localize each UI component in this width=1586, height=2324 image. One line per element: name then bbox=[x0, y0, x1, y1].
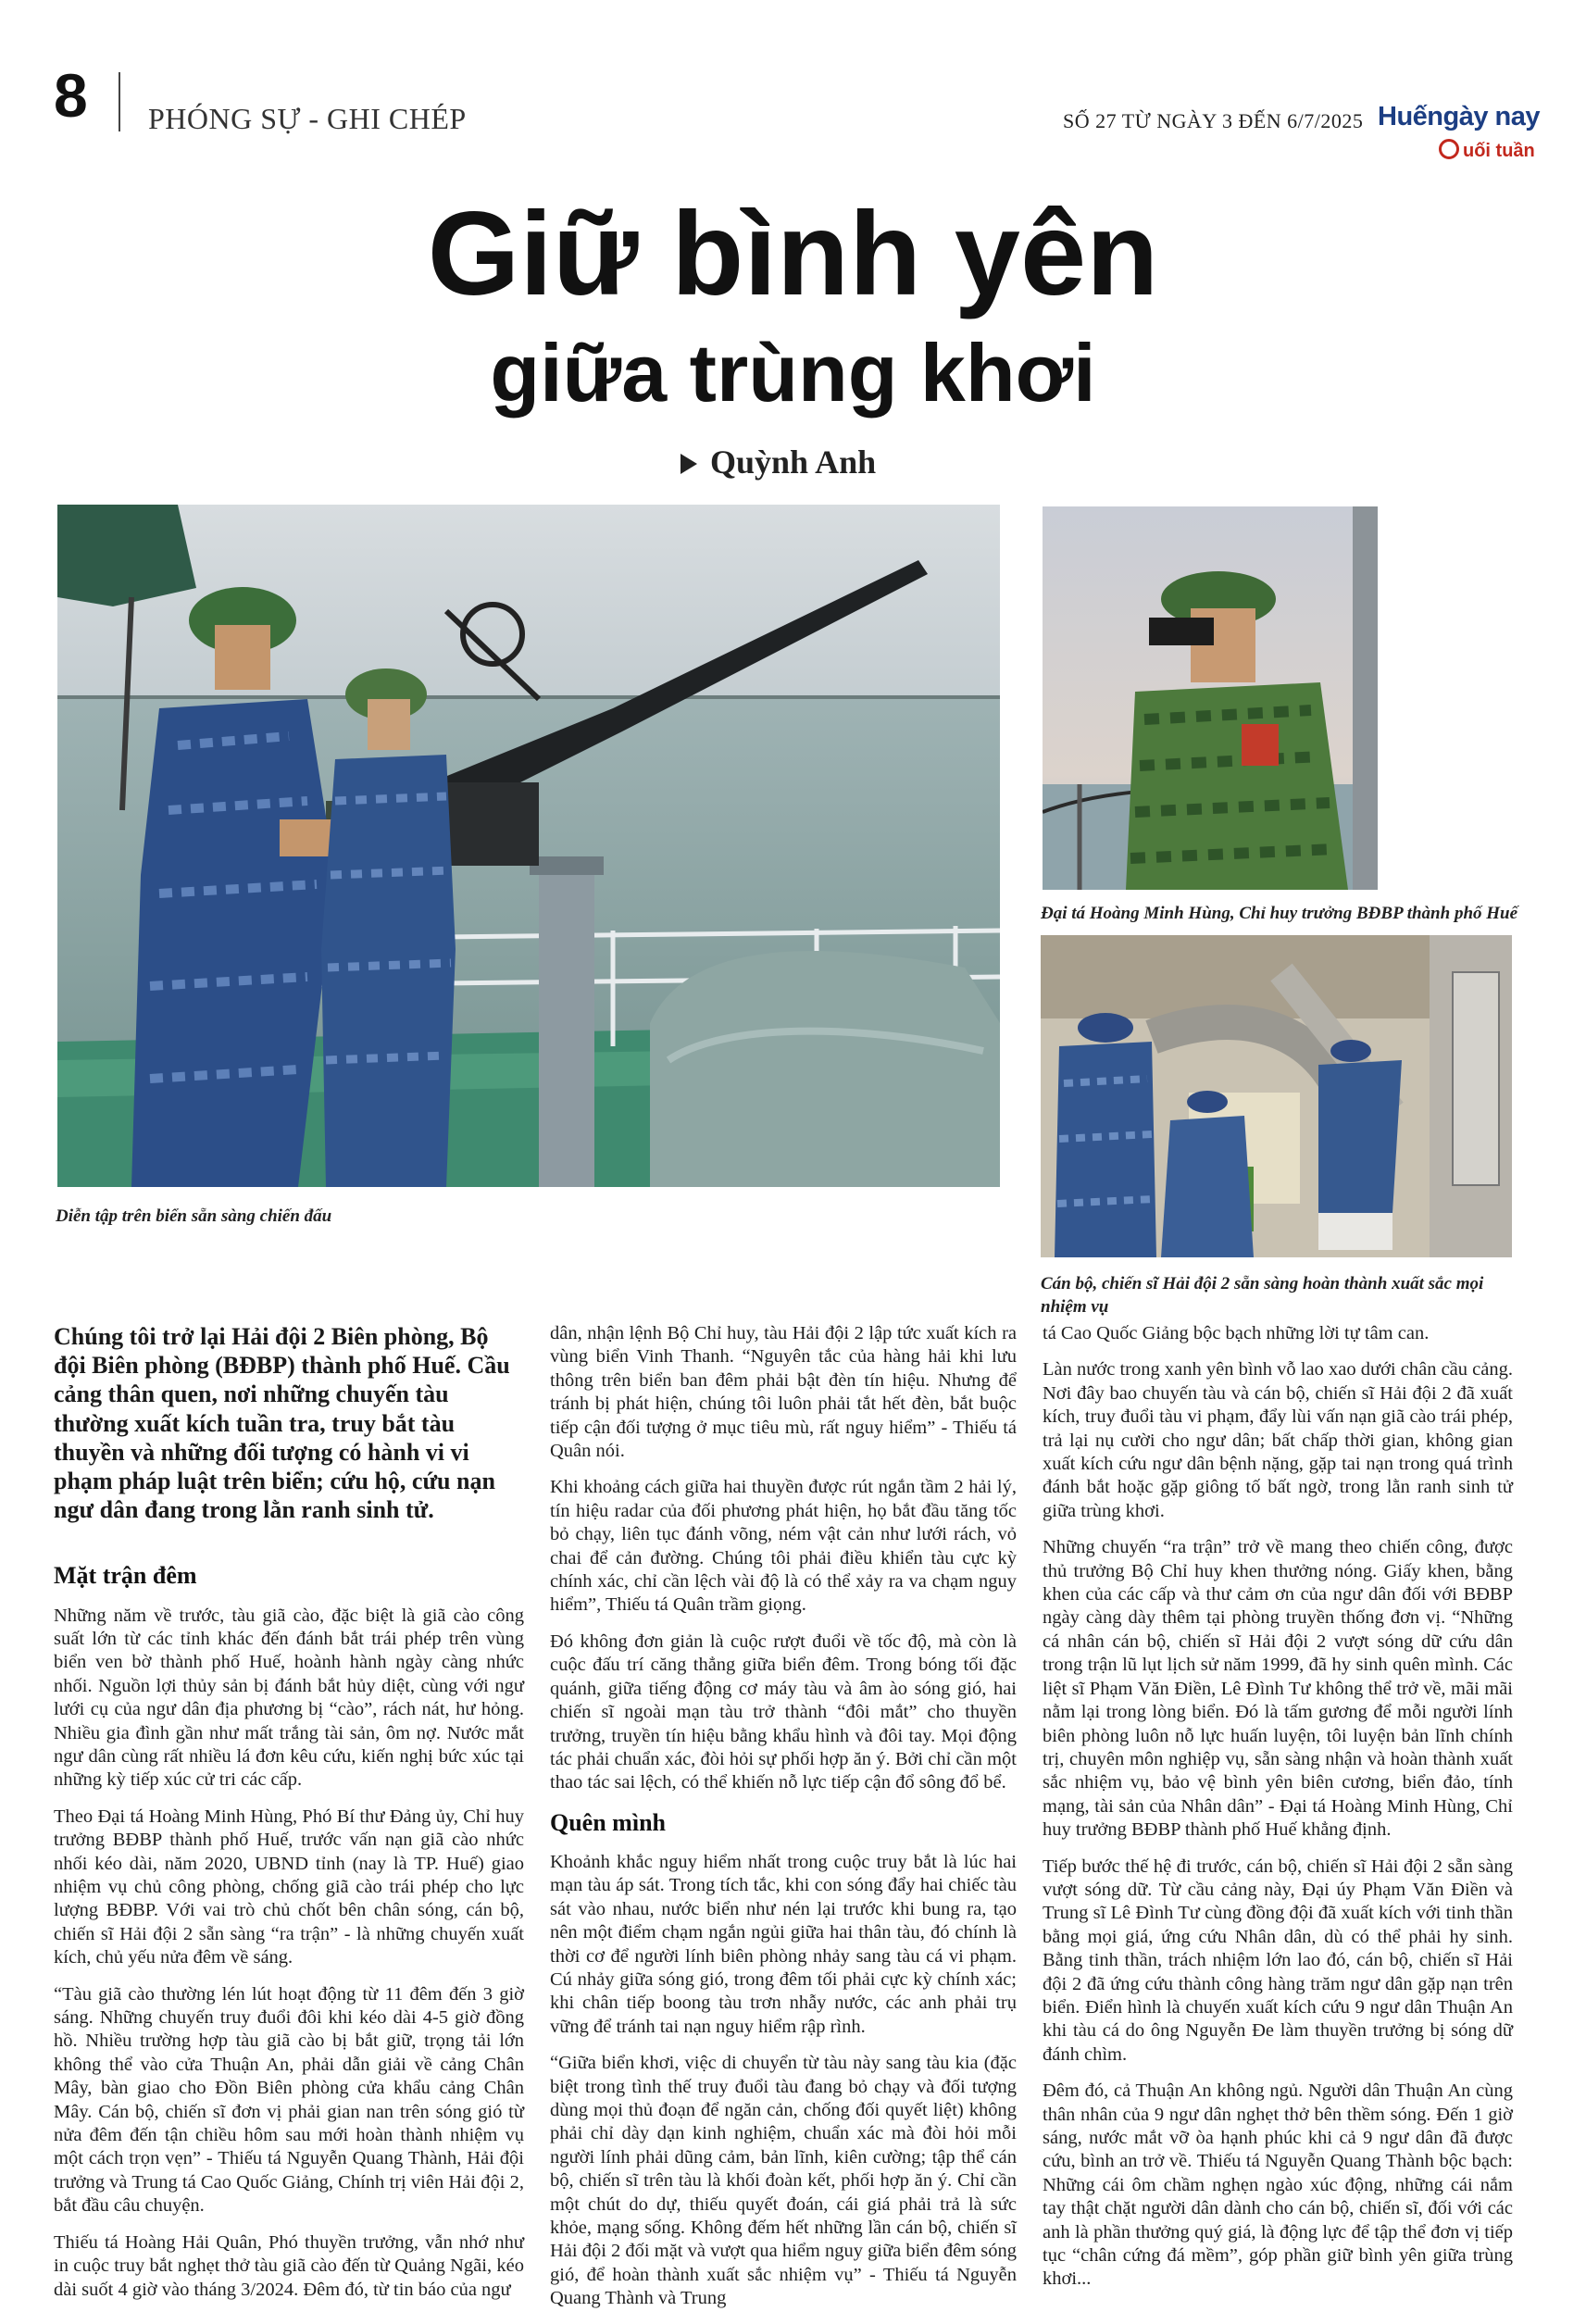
article-title-line2: giữa trùng khơi bbox=[490, 327, 1096, 419]
paragraph: Những năm về trước, tàu giã cào, đặc biệt là giã cào công suất lớn từ các tỉnh khác đến đánh bắt trái phép trên vùng biển ven bờ thành phố Huế, hoành hành ngày càng nhức nhối. Nguồn lợi thủy sản bị đánh bắt hủy diệt, cùng với ngư lưới cụ của ngư dân địa phương bị “cào”, rách nát, hư hỏng. Nhiều gia đình gần như mất trắng tài sản, ôm nợ. Nước mắt ngư dân cùng rất nhiều lá đơn kêu cứu, kiến nghị bức xúc tại những kỳ tiếp xúc cử tri các cấp. bbox=[54, 1605, 524, 1791]
subheading-mat-tran-dem: Mặt trận đêm bbox=[54, 1562, 197, 1590]
caption-main-photo: Diễn tập trên biển sẵn sàng chiến đấu bbox=[56, 1206, 332, 1226]
paragraph: Thiếu tá Hoàng Hải Quân, Phó thuyền trưởng, vẫn nhớ như in cuộc truy bắt nghẹt thở tàu giã cào đến từ Quảng Ngãi, kéo dài suốt 4 giờ vào tháng 3/2024. Đêm đó, từ tin báo của ngư bbox=[54, 2231, 524, 2300]
play-triangle-icon bbox=[681, 454, 697, 474]
paragraph: “Giữa biển khơi, việc di chuyển từ tàu này sang tàu kia (đặc biệt trong tình thế truy đuổi tàu đang bỏ chạy và đối tượng dùng mọi thủ đoạn để ngăn cản, chống đối quyết liệt) không phải chỉ dày dạn kinh nghiệm, chuẩn xác mà đòi hỏi mỗi người lính phải dũng cảm, bản lĩnh, kiên cường; tập thể cán bộ, chiến sĩ trên tàu là khối đoàn kết, phối hợp ăn ý. Chỉ cần một chút do dự, thiếu quyết đoán, cái giá phải trả là sức khỏe, mạng sống. Không đếm hết những lần cán bộ, chiến sĩ Hải đội 2 đối mặt và vượt qua hiểm nguy giữa biển đêm sóng gió, để hoàn thành xuất sắc nhiệm vụ” - Thiếu tá Nguyễn Quang Thành và Trung bbox=[550, 2053, 1017, 2309]
page-number: 8 bbox=[54, 61, 88, 130]
issue-info: SỐ 27 TỪ NGÀY 3 ĐẾN 6/7/2025 bbox=[1063, 109, 1364, 132]
paragraph: tá Cao Quốc Giảng bộc bạch những lời tự tâm can. bbox=[1043, 1323, 1430, 1343]
logo-c-icon bbox=[1439, 139, 1459, 159]
author-name: Quỳnh Anh bbox=[710, 444, 877, 481]
newspaper-logo: Huếngày nay bbox=[1378, 102, 1540, 131]
text-column-1 bbox=[54, 1322, 524, 2315]
photo-officer-binoculars bbox=[1043, 506, 1378, 890]
byline bbox=[681, 443, 876, 481]
photo-soldiers-gun bbox=[57, 505, 1000, 1187]
paragraph: “Tàu giã cào thường lén lút hoạt động từ 11 đêm đến 3 giờ sáng. Những chuyến truy đuổi đôi khi kéo dài 4-5 giờ đồng hồ. Nhiều trường hợp tàu giã cào bị bắt giữ, trọng tải lớn không thể vào cửa Thuận An, phải dẫn giải về cảng Chân Mây, bàn giao cho Đồn Biên phòng cửa khẩu cảng Chân Mây. Cán bộ, chiến sĩ đơn vị phải gian nan trên sóng gió từ nửa đêm đến tận chiều hôm sau mới hoàn thành nhiệm vụ một cách trọn vẹn” - Thiếu tá Nguyễn Quang Thành, Hải đội trưởng và Trung tá Cao Quốc Giảng, Chính trị viên Hải đội 2, bắt đầu câu chuyện. bbox=[54, 1983, 524, 2217]
paragraph: Đó không đơn giản là cuộc rượt đuổi về tốc độ, mà còn là cuộc đấu trí căng thẳng giữa biển đêm. Trong bóng tối đặc quánh, giữa tiếng động cơ máy tàu và âm ào sóng gió, hai chiến sĩ ngoài mạn tàu trở thành “đôi mắt” cho thuyền trưởng, truyền tín hiệu bằng khẩu hình và đôi tay. Mọi động tác phải chuẩn xác, đòi hỏi sự phối hợp ăn ý. Bởi chỉ cần một thao tác sai lệch, có thể khiến nỗ lực tiếp cận đổ sông đổ bể. bbox=[550, 1631, 1017, 1793]
newspaper-logo-sub bbox=[1439, 139, 1535, 162]
text-column-2 bbox=[550, 1322, 1017, 2324]
paragraph: Theo Đại tá Hoàng Minh Hùng, Phó Bí thư Đảng ủy, Chỉ huy trưởng BĐBP thành phố Huế, trước vấn nạn giã cào nhức nhối kéo dài, năm 2020, UBND tỉnh (nay là TP. Huế) giao nhiệm vụ chủ công phòng, chống giã cào trái phép cho lực lượng BĐBP. Với vai trò chủ chốt bên chân sóng, cán bộ, chiến sĩ Hải đội 2 sẵn sàng “ra trận” - là những chuyến xuất kích, chủ yếu nửa đêm về sáng. bbox=[54, 1805, 524, 1968]
photo-engine-room bbox=[1041, 935, 1512, 1257]
article-lead: Chúng tôi trở lại Hải đội 2 Biên phòng, Bộ đội Biên phòng (BĐBP) thành phố Huế. Cầu cảng thân quen, nơi những chuyến tàu thường xuất kích tuần tra, truy bắt tàu thuyền và những đối tượng có hành vi vi phạm pháp luật trên biển; cứu hộ, cứu nạn ngư dân đang trong lằn ranh sinh tử. bbox=[54, 1323, 510, 1524]
header-divider bbox=[119, 72, 120, 131]
caption-officer-photo: Đại tá Hoàng Minh Hùng, Chỉ huy trưởng BĐBP thành phố Huế bbox=[1041, 904, 1518, 923]
article-title-line1: Giữ bình yên bbox=[427, 188, 1159, 320]
paragraph: Tiếp bước thế hệ đi trước, cán bộ, chiến sĩ Hải đội 2 sẵn sàng vượt sóng dữ. Từ cầu cảng này, Đại úy Phạm Văn Điền và Trung sĩ Lê Đình Tư cùng đồng đội đã xuất kích với tinh thần bằng mọi giá, ứng cứu Nhân dân, dù có thể phải hy sinh. Bằng tinh thần, trách nhiệm lớn lao đó, cán bộ, chiến sĩ Hải đội 2 đã ứng cứu thành công hàng trăm ngư dân gặp nạn trên biển. Điển hình là chuyến xuất kích cứu 9 ngư dân Thuận An khi tàu cá do ông Nguyễn Đe làm thuyền trưởng bị sóng dữ đánh chìm. bbox=[1043, 1855, 1513, 2065]
paragraph: Làn nước trong xanh yên bình vỗ lao xao dưới chân cầu cảng. Nơi đây bao chuyến tàu và cán bộ, chiến sĩ Hải đội 2 đã xuất kích, truy đuổi tàu vi phạm, đẩy lùi vấn nạn giã cào trái phép, trả lại nụ cười cho ngư dân; bất chấp thời gian, không gian xuất kích cứu ngư dân bệnh nặng, gặp tai nạn trong quá trình đánh bắt hoặc gặp giông tố bất ngờ, trong lằn ranh sinh tử giữa trùng khơi. bbox=[1043, 1359, 1513, 1521]
caption-engine-photo: Cán bộ, chiến sĩ Hải đội 2 sẵn sàng hoàn thành xuất sắc mọi nhiệm vụ bbox=[1041, 1274, 1484, 1317]
subheading-quen-minh: Quên mình bbox=[550, 1808, 666, 1836]
paragraph: dân, nhận lệnh Bộ Chỉ huy, tàu Hải đội 2 lập tức xuất kích ra vùng biển Vinh Thanh. “Nguyên tắc của hàng hải khi lưu thông trên biển ban đêm phải bật đèn tín hiệu. Nhưng để tránh bị phát hiện, chúng tôi luôn phải tắt hết đèn, bắt buộc tiếp cận đối tượng ở mục tiêu mù, rất nguy hiểm” - Thiếu tá Quân nói. bbox=[550, 1323, 1017, 1462]
paragraph: Khoảnh khắc nguy hiểm nhất trong cuộc truy bắt là lúc hai mạn tàu áp sát. Trong tích tắc, khi con sóng đẩy hai chiếc tàu sát vào nhau, nước biển như nén lại trước khi bung ra, tạo nên một điểm chạm ngắn ngủi giữa hai thân tàu, đó chính là thời cơ để người lính biên phòng nhảy sang tàu cá vi phạm. Cú nhảy giữa sóng gió, trong đêm tối phải cực kỳ chính xác; khi chân tiếp boong tàu trơn nhẫy nước, các anh phải trụ vững để tránh tai nạn nguy hiểm rập rình. bbox=[550, 1851, 1017, 2037]
section-label: PHÓNG SỰ - GHI CHÉP bbox=[148, 102, 467, 135]
paragraph: Khi khoảng cách giữa hai thuyền được rút ngắn tầm 2 hải lý, tín hiệu radar của đối phương phát hiện, họ bắt đầu tăng tốc bỏ chạy, liên tục đánh võng, ném vật cản như lưới rách, vỏ chai để cản đường. Chúng tôi phải điều khiển tàu cực kỳ chính xác, chỉ cần lệch vài độ là có thể xảy ra va chạm nguy hiểm”, Thiếu tá Quân trầm giọng. bbox=[550, 1477, 1017, 1616]
paragraph: Đêm đó, cả Thuận An không ngủ. Người dân Thuận An cùng thân nhân của 9 ngư dân nghẹt thở bên thềm sóng. Đến 1 giờ sáng, nước mắt vỡ òa hạnh phúc khi cả 9 ngư dân đã được cứu, bình an trở về. Thiếu tá Nguyễn Quang Thành bộc bạch: Những cái ôm chầm nghẹn ngào xúc động, những cái nắm tay thật chặt người dân dành cho cán bộ, chiến sĩ, đối với các anh là phần thưởng quý giá, là động lực để tập thể đơn vị tiếp tục “chân cứng đá mềm”, góp phần giữ bình yên giữa trùng khơi... bbox=[1043, 2080, 1513, 2290]
text-column-3 bbox=[1043, 1322, 1513, 2305]
logo-sub-text: uối tuần bbox=[1463, 141, 1535, 161]
paragraph: Những chuyến “ra trận” trở về mang theo chiến công, được thủ trưởng Bộ Chỉ huy khen thưởng nóng. Giấy khen, bằng khen của các cấp và thư cảm ơn của ngư dân đối với BĐBP ngày càng dày thêm tại phòng truyền thống đơn vị. “Những cá nhân cán bộ, chiến sĩ Hải đội 2 vượt sóng dữ cứu dân trong trận lũ lụt lịch sử năm 1999, đã hy sinh quên mình. Các liệt sĩ Phạm Văn Điền, Lê Đình Tư không thể trở về, mãi mãi nằm lại trong lòng biển. Đó là tấm gương để mỗi người lính biên phòng luôn nỗ lực huấn luyện, tôi luyện bản lĩnh chính trị, chuyên môn nghiệp vụ, sẵn sàng nhận và hoàn thành xuất sắc nhiệm vụ, bảo vệ bình yên biên cương, biển đảo, tính mạng, tài sản của Nhân dân” - Đại tá Hoàng Minh Hùng, Chỉ huy trưởng BĐBP thành phố Huế khẳng định. bbox=[1043, 1537, 1513, 1841]
